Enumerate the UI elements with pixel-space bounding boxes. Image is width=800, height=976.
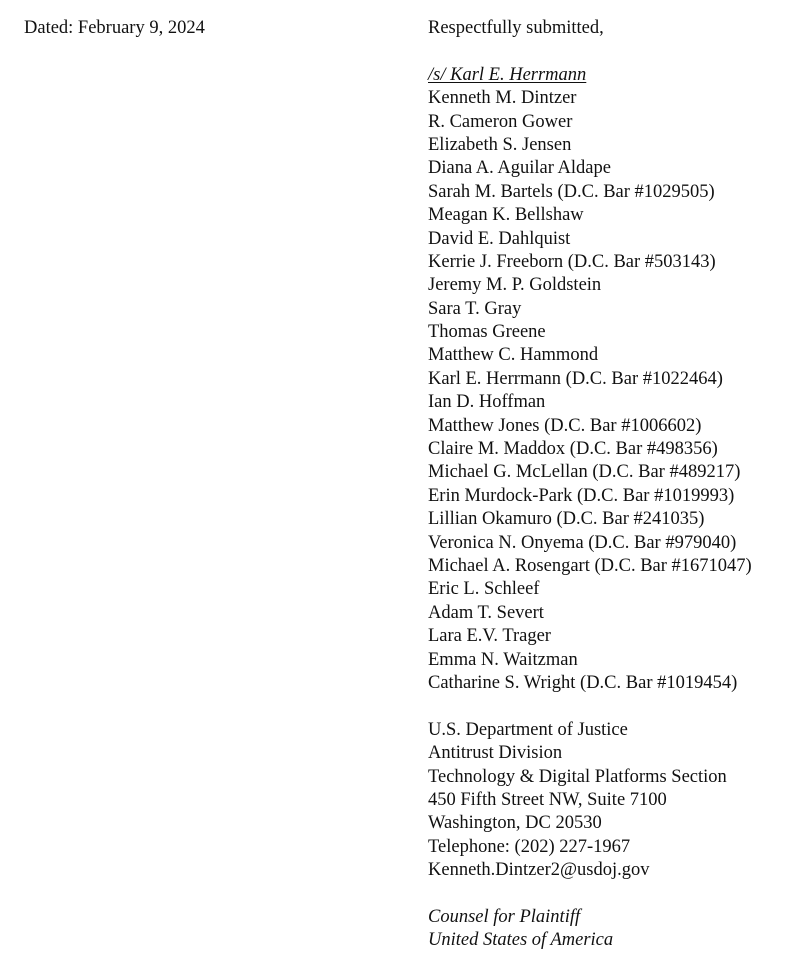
attorney-list <box>428 87 796 695</box>
attorney-name: Kenneth M. Dintzer <box>428 88 577 109</box>
attorney-name: Lara E.V. Trager <box>428 626 551 647</box>
attorney-name: Sarah M. Bartels (D.C. Bar #1029505) <box>428 181 715 202</box>
street-address: 450 Fifth Street NW, Suite 7100 <box>428 789 667 810</box>
counsel-party: United States of America <box>428 930 614 951</box>
attorney-name: Matthew Jones (D.C. Bar #1006602) <box>428 415 702 436</box>
attorney-name: Michael A. Rosengart (D.C. Bar #1671047) <box>428 555 752 576</box>
attorney-name: Adam T. Severt <box>428 602 544 623</box>
signature-block <box>428 17 796 953</box>
attorney-name: Matthew C. Hammond <box>428 345 599 366</box>
attorney-name: Meagan K. Bellshaw <box>428 205 584 226</box>
attorney-name: Michael G. McLellan (D.C. Bar #489217) <box>428 462 741 483</box>
section-name: Technology & Digital Platforms Section <box>428 766 727 787</box>
attorney-name: Lillian Okamuro (D.C. Bar #241035) <box>428 509 705 530</box>
telephone: Telephone: (202) 227-1967 <box>428 836 631 857</box>
counsel-role: Counsel for Plaintiff <box>428 906 581 927</box>
attorney-name: Thomas Greene <box>428 322 546 343</box>
attorney-name: Claire M. Maddox (D.C. Bar #498356) <box>428 439 718 460</box>
attorney-name: Karl E. Herrmann (D.C. Bar #1022464) <box>428 368 723 389</box>
attorney-name: Erin Murdock-Park (D.C. Bar #1019993) <box>428 485 735 506</box>
attorney-name: Catharine S. Wright (D.C. Bar #1019454) <box>428 672 738 693</box>
department-name: U.S. Department of Justice <box>428 719 628 740</box>
email-address: Kenneth.Dintzer2@usdoj.gov <box>428 860 650 881</box>
office-address <box>428 719 796 883</box>
attorney-name: Jeremy M. P. Goldstein <box>428 275 602 296</box>
attorney-name: Diana A. Aguilar Aldape <box>428 158 611 179</box>
division-name: Antitrust Division <box>428 743 563 764</box>
spacer <box>428 40 796 63</box>
attorney-name: Ian D. Hoffman <box>428 392 546 413</box>
attorney-name: Elizabeth S. Jensen <box>428 134 572 155</box>
attorney-name: Kerrie J. Freeborn (D.C. Bar #503143) <box>428 251 716 272</box>
attorney-name: R. Cameron Gower <box>428 111 573 132</box>
electronic-signature: /s/ Karl E. Herrmann <box>428 64 587 85</box>
city-state-zip: Washington, DC 20530 <box>428 813 602 834</box>
attorney-name: David E. Dahlquist <box>428 228 571 249</box>
counsel-designation <box>428 906 796 953</box>
attorney-name: Veronica N. Onyema (D.C. Bar #979040) <box>428 532 737 553</box>
attorney-name: Sara T. Gray <box>428 298 522 319</box>
attorney-name: Emma N. Waitzman <box>428 649 578 670</box>
spacer <box>428 695 796 718</box>
attorney-name: Eric L. Schleef <box>428 579 540 600</box>
closing-text: Respectfully submitted, <box>428 18 604 38</box>
spacer <box>428 882 796 905</box>
date-line: Dated: February 9, 2024 <box>24 18 205 38</box>
